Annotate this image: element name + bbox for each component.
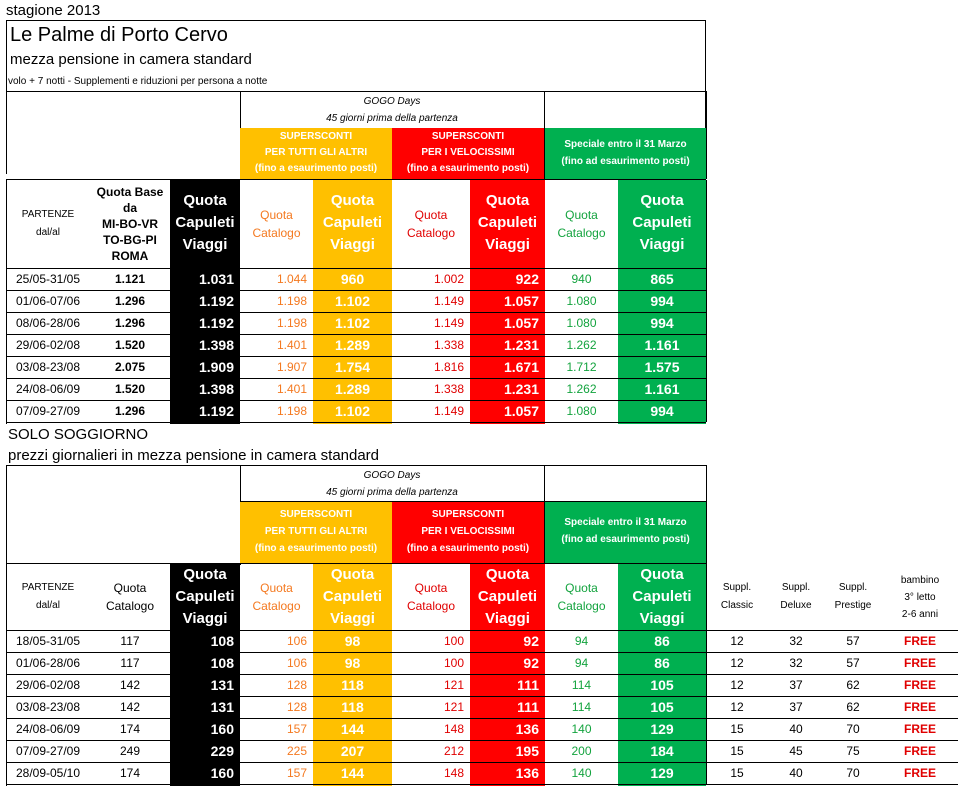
- col-header-suppl-deluxe: [768, 564, 824, 630]
- table-cell: 32: [789, 634, 803, 648]
- col-header-line: Quota: [414, 208, 448, 222]
- table-cell: 98: [344, 655, 361, 671]
- table-cell: 1.121: [114, 272, 146, 286]
- table-cell: 128: [286, 700, 307, 714]
- board-type: mezza pensione in camera standard: [10, 51, 252, 68]
- col-header-line: Catalogo: [557, 599, 606, 613]
- table-cell: 121: [443, 678, 464, 692]
- table-cell: 174: [119, 766, 141, 780]
- col-header-line: Viaggi: [182, 610, 228, 627]
- col-header-line: Capuleti: [322, 214, 383, 231]
- col-header-line: Quota: [260, 581, 293, 595]
- table-cell: 1.198: [276, 404, 307, 418]
- table-cell: 15: [730, 766, 744, 780]
- table-cell: 225: [286, 744, 307, 758]
- table-cell: 40: [789, 722, 803, 736]
- table-cell: 32: [789, 656, 803, 670]
- col-header-line: da: [122, 201, 137, 215]
- table-cell: 118: [341, 699, 364, 715]
- table-cell: 1.520: [114, 338, 146, 352]
- table-cell: 1.002: [433, 272, 464, 286]
- table-cell: 98: [344, 633, 361, 649]
- col-header-line: Quota: [485, 566, 530, 583]
- table-cell: 108: [210, 655, 234, 671]
- table-cell: 94: [574, 634, 589, 648]
- col-header-line: Viaggi: [639, 236, 685, 253]
- table-cell: 994: [650, 293, 674, 309]
- col-header-line: Capuleti: [175, 588, 235, 605]
- col-header-line: Viaggi: [182, 236, 228, 253]
- table-cell: 1.080: [566, 294, 597, 308]
- col-header-catalogo-yellow: [240, 564, 313, 630]
- table-cell: 70: [846, 722, 860, 736]
- table-cell: 994: [650, 315, 674, 331]
- table-cell: 92: [523, 655, 539, 671]
- table-cell: 1.398: [198, 381, 234, 397]
- table-cell: 1.338: [433, 338, 464, 352]
- table-cell: 960: [340, 271, 365, 287]
- table-cell: 148: [443, 766, 464, 780]
- col-header-line: ROMA: [111, 249, 149, 263]
- table-cell: 865: [650, 271, 674, 287]
- band-yellow: [240, 502, 392, 563]
- col-header-capuleti: [478, 564, 537, 630]
- table-cell: 142: [119, 700, 141, 714]
- table-cell: 15: [730, 744, 744, 758]
- table-cell: 131: [210, 677, 234, 693]
- col-header-line: Quota: [330, 566, 375, 583]
- table-cell: 207: [340, 743, 365, 759]
- col-header-bambino: [882, 564, 958, 630]
- band-red-line: (fino a esaurimento posti): [406, 543, 530, 554]
- col-header-capuleti: [323, 190, 382, 256]
- table-cell: 144: [340, 721, 365, 737]
- band-red-line: PER I VELOCISSIMI: [421, 526, 515, 537]
- band-red-line: PER I VELOCISSIMI: [421, 147, 515, 158]
- table-cell: 129: [650, 721, 674, 737]
- table-cell: 1.754: [334, 359, 371, 375]
- solo-subtitle: prezzi giornalieri in mezza pensione in camera standard: [8, 447, 380, 464]
- table-cell: 1.398: [198, 337, 234, 353]
- table-cell: 1.031: [198, 271, 234, 287]
- table-cell: 1.192: [198, 293, 234, 309]
- table-cell: 18/05-31/05: [15, 634, 81, 648]
- col-header-line: Capuleti: [632, 588, 692, 605]
- table-cell: 12: [730, 656, 744, 670]
- col-header-line: 2-6 anni: [901, 608, 939, 620]
- table-cell: 1.289: [334, 337, 371, 353]
- table-cell: FREE: [903, 700, 936, 714]
- divider: [706, 564, 707, 784]
- table-cell: 1.192: [198, 315, 234, 331]
- table-cell: 1.198: [276, 316, 307, 330]
- col-header-capuleti: [632, 190, 691, 256]
- col-header-line: PARTENZE: [21, 209, 75, 220]
- table-cell: 1.296: [114, 404, 146, 418]
- col-header-line: MI-BO-VR: [102, 217, 158, 231]
- table-cell: 200: [571, 744, 592, 758]
- col-header-line: TO-BG-PI: [103, 233, 157, 247]
- divider: [706, 465, 707, 565]
- table-cell: FREE: [903, 722, 936, 736]
- table-cell: 28/09-05/10: [15, 766, 81, 780]
- table-cell: 1.401: [276, 382, 307, 396]
- divider: [6, 465, 7, 565]
- table-cell: 1.192: [198, 403, 234, 419]
- col-header-line: PARTENZE: [21, 582, 75, 593]
- table-cell: 1.149: [433, 404, 464, 418]
- table-cell: 94: [574, 656, 589, 670]
- col-header-capuleti: [175, 190, 234, 256]
- table-cell: 229: [210, 743, 234, 759]
- table-cell: 12: [730, 634, 744, 648]
- table-cell: 70: [846, 766, 860, 780]
- table-cell: 1.102: [334, 315, 371, 331]
- band-green: [545, 128, 706, 179]
- col-header-line: Quota: [565, 208, 598, 222]
- band-green-line: (fino ad esaurimento posti): [561, 534, 690, 545]
- col-header-line: Quota Base: [96, 185, 164, 199]
- col-header-quota-base: [90, 180, 170, 268]
- table-cell: 24/08-06/09: [15, 722, 81, 736]
- table-cell: 75: [846, 744, 860, 758]
- table-cell: 1.296: [114, 294, 146, 308]
- table-cell: 62: [846, 700, 860, 714]
- col-header-line: Quota: [330, 192, 375, 209]
- col-header-line: Suppl.: [722, 582, 752, 593]
- table-cell: FREE: [903, 656, 936, 670]
- col-header-line: dal/al: [36, 227, 60, 238]
- row-divider: [6, 422, 706, 423]
- table-cell: 57: [846, 656, 860, 670]
- col-header-line: Catalogo: [252, 599, 301, 613]
- table-cell: 994: [650, 403, 674, 419]
- table-cell: 106: [286, 634, 307, 648]
- table-cell: 12: [730, 700, 744, 714]
- table-cell: 1.161: [644, 381, 680, 397]
- table-cell: 105: [650, 699, 674, 715]
- band-yellow-line: SUPERSCONTI: [279, 509, 353, 520]
- table-cell: FREE: [903, 678, 936, 692]
- table-cell: 45: [789, 744, 803, 758]
- band-red-line: SUPERSCONTI: [431, 509, 505, 520]
- col-header-line: Viaggi: [485, 610, 530, 627]
- col-header-line: Viaggi: [330, 610, 375, 627]
- band-green-line: (fino ad esaurimento posti): [561, 156, 690, 167]
- col-header-line: Capuleti: [477, 214, 538, 231]
- table-cell: 1.338: [433, 382, 464, 396]
- solo-title: SOLO SOGGIORNO: [8, 426, 149, 443]
- col-header-line: Classic: [720, 600, 754, 611]
- table-cell: 1.057: [503, 293, 539, 309]
- col-header-suppl-classic: [706, 564, 768, 630]
- table-cell: 114: [571, 678, 592, 692]
- col-header-line: Suppl.: [838, 582, 868, 593]
- col-header-line: Catalogo: [252, 226, 301, 240]
- col-header-capuleti: [478, 190, 537, 256]
- table-cell: 1.080: [566, 404, 597, 418]
- table-cell: 1.080: [566, 316, 597, 330]
- table-cell: 1.575: [644, 359, 680, 375]
- col-header-line: Quota: [183, 566, 227, 583]
- table-cell: 184: [650, 743, 674, 759]
- col-header-line: Quota: [565, 581, 598, 595]
- col-header-line: Quota: [640, 192, 684, 209]
- table-cell: 24/08-06/09: [15, 382, 81, 396]
- table-cell: 40: [789, 766, 803, 780]
- col-header-line: Quota: [485, 192, 530, 209]
- table-cell: 07/09-27/09: [15, 744, 81, 758]
- table-cell: 100: [443, 634, 464, 648]
- divider: [706, 180, 707, 422]
- table-cell: 249: [119, 744, 141, 758]
- band-red: [392, 128, 544, 179]
- table-cell: 12: [730, 678, 744, 692]
- col-header-line: Catalogo: [406, 226, 456, 240]
- table-cell: 128: [286, 678, 307, 692]
- table-cell: 1.296: [114, 316, 146, 330]
- table-cell: 121: [443, 700, 464, 714]
- package-note: volo + 7 notti - Supplementi e riduzioni per persona a notte: [8, 76, 268, 87]
- col-header-catalogo: [90, 564, 170, 630]
- table-cell: 62: [846, 678, 860, 692]
- col-header-catalogo-green: [545, 564, 618, 630]
- col-header-partenze: [6, 180, 90, 268]
- table-cell: 922: [515, 271, 539, 287]
- table-cell: 1.712: [566, 360, 597, 374]
- table-cell: 29/06-02/08: [15, 338, 81, 352]
- col-header-line: Viaggi: [330, 236, 375, 253]
- table-cell: 160: [210, 765, 234, 781]
- table-cell: FREE: [903, 766, 936, 780]
- table-cell: 03/08-23/08: [15, 700, 81, 714]
- table-cell: 1.262: [566, 338, 597, 352]
- band-yellow-line: SUPERSCONTI: [279, 131, 353, 142]
- col-header-catalogo-red: [392, 180, 470, 268]
- table-cell: 15: [730, 722, 744, 736]
- table-cell: 86: [654, 633, 670, 649]
- band-yellow-line: PER TUTTI GLI ALTRI: [264, 526, 368, 537]
- table-cell: 01/06-28/06: [15, 656, 81, 670]
- divider: [6, 465, 706, 466]
- table-cell: 1.102: [334, 293, 371, 309]
- table-cell: 1.671: [503, 359, 539, 375]
- table-cell: 174: [119, 722, 141, 736]
- table-cell: 111: [517, 677, 539, 693]
- table-cell: 136: [515, 721, 539, 737]
- band-yellow-line: (fino a esaurimento posti): [254, 163, 378, 174]
- table-cell: 25/05-31/05: [15, 272, 81, 286]
- table-cell: 1.044: [276, 272, 307, 286]
- col-header-line: bambino: [900, 574, 940, 586]
- table-cell: 1.057: [503, 315, 539, 331]
- table-cell: 1.102: [334, 403, 371, 419]
- table-cell: 148: [443, 722, 464, 736]
- table-cell: 157: [286, 766, 307, 780]
- col-header-line: Quota: [260, 208, 293, 222]
- table-cell: 1.231: [503, 337, 539, 353]
- table-cell: 08/06-28/06: [15, 316, 81, 330]
- table-cell: 1.401: [276, 338, 307, 352]
- row-divider: [6, 784, 958, 785]
- table-cell: 2.075: [114, 360, 146, 374]
- col-header-line: dal/al: [36, 600, 60, 611]
- table-cell: 212: [443, 744, 464, 758]
- col-header-partenze: [6, 564, 90, 630]
- table-cell: 1.149: [433, 294, 464, 308]
- table-cell: 1.907: [276, 360, 307, 374]
- band-green-line: Speciale entro il 31 Marzo: [564, 517, 687, 528]
- band-red: [392, 502, 544, 563]
- col-header-line: Catalogo: [406, 599, 456, 613]
- table-cell: 1.161: [644, 337, 680, 353]
- table-cell: 29/06-02/08: [15, 678, 81, 692]
- col-header-line: Viaggi: [485, 236, 530, 253]
- col-header-line: Capuleti: [632, 214, 692, 231]
- hotel-name: Le Palme di Porto Cervo: [10, 24, 228, 46]
- band-yellow-line: PER TUTTI GLI ALTRI: [264, 147, 368, 158]
- col-header-line: Quota: [113, 581, 147, 595]
- table-cell: 118: [341, 677, 364, 693]
- table-cell: 37: [789, 678, 803, 692]
- table-cell: 157: [286, 722, 307, 736]
- table-cell: 1.909: [198, 359, 234, 375]
- table-cell: 140: [571, 722, 592, 736]
- gogo-subtitle: 45 giorni prima della partenza: [326, 113, 458, 124]
- col-header-catalogo-yellow: [240, 180, 313, 268]
- gogo-subtitle: 45 giorni prima della partenza: [326, 487, 458, 498]
- col-header-line: Suppl.: [781, 582, 811, 593]
- table-cell: 195: [515, 743, 539, 759]
- band-red-line: SUPERSCONTI: [431, 131, 505, 142]
- col-header-line: Viaggi: [639, 610, 685, 627]
- table-cell: 01/06-07/06: [15, 294, 81, 308]
- col-header-line: Quota: [183, 192, 227, 209]
- table-cell: 1.198: [276, 294, 307, 308]
- col-header-catalogo-green: [545, 180, 618, 268]
- table-cell: 1.520: [114, 382, 146, 396]
- table-cell: 129: [650, 765, 674, 781]
- table-cell: FREE: [903, 744, 936, 758]
- table-cell: FREE: [903, 634, 936, 648]
- table-cell: 117: [120, 634, 140, 648]
- table-cell: 37: [789, 700, 803, 714]
- table-cell: 111: [517, 699, 539, 715]
- band-green: [545, 502, 706, 563]
- table-cell: 03/08-23/08: [15, 360, 81, 374]
- table-cell: 1.262: [566, 382, 597, 396]
- season-label: stagione 2013: [6, 2, 101, 19]
- table-cell: 144: [340, 765, 365, 781]
- table-cell: 100: [443, 656, 464, 670]
- gogo-title: GOGO Days: [363, 96, 421, 107]
- table-cell: 1.289: [334, 381, 371, 397]
- table-cell: 105: [650, 677, 674, 693]
- table-cell: 86: [654, 655, 670, 671]
- divider: [6, 91, 706, 92]
- table-cell: 57: [846, 634, 860, 648]
- table-cell: 142: [119, 678, 141, 692]
- table-cell: 140: [571, 766, 592, 780]
- table-cell: 1.149: [433, 316, 464, 330]
- table-cell: 940: [571, 272, 592, 286]
- band-yellow: [240, 128, 392, 179]
- table-cell: 1.231: [503, 381, 539, 397]
- col-header-catalogo-red: [392, 564, 470, 630]
- table-cell: 1.816: [433, 360, 464, 374]
- col-header-line: Capuleti: [322, 588, 383, 605]
- table-cell: 106: [286, 656, 307, 670]
- col-header-line: Catalogo: [557, 226, 606, 240]
- col-header-capuleti: [632, 564, 691, 630]
- col-header-line: 3° letto: [904, 591, 936, 603]
- col-header-line: Prestige: [834, 600, 872, 611]
- col-header-line: Quota: [414, 581, 448, 595]
- col-header-line: Deluxe: [780, 600, 812, 611]
- table-cell: 108: [210, 633, 234, 649]
- table-cell: 131: [210, 699, 234, 715]
- table-cell: 1.057: [503, 403, 539, 419]
- divider: [706, 91, 707, 179]
- table-cell: 114: [571, 700, 592, 714]
- gogo-title: GOGO Days: [363, 470, 421, 481]
- col-header-capuleti: [323, 564, 382, 630]
- table-cell: 07/09-27/09: [15, 404, 81, 418]
- col-header-line: Capuleti: [477, 588, 538, 605]
- col-header-line: Catalogo: [105, 599, 155, 613]
- table-cell: 92: [523, 633, 539, 649]
- col-header-suppl-prestige: [824, 564, 882, 630]
- band-red-line: (fino a esaurimento posti): [406, 163, 530, 174]
- band-yellow-line: (fino a esaurimento posti): [254, 543, 378, 554]
- band-green-line: Speciale entro il 31 Marzo: [564, 139, 687, 150]
- table-cell: 160: [210, 721, 234, 737]
- col-header-line: Quota: [640, 566, 684, 583]
- col-header-line: Capuleti: [175, 214, 235, 231]
- table-cell: 117: [120, 656, 140, 670]
- col-header-capuleti: [175, 564, 234, 630]
- table-cell: 136: [515, 765, 539, 781]
